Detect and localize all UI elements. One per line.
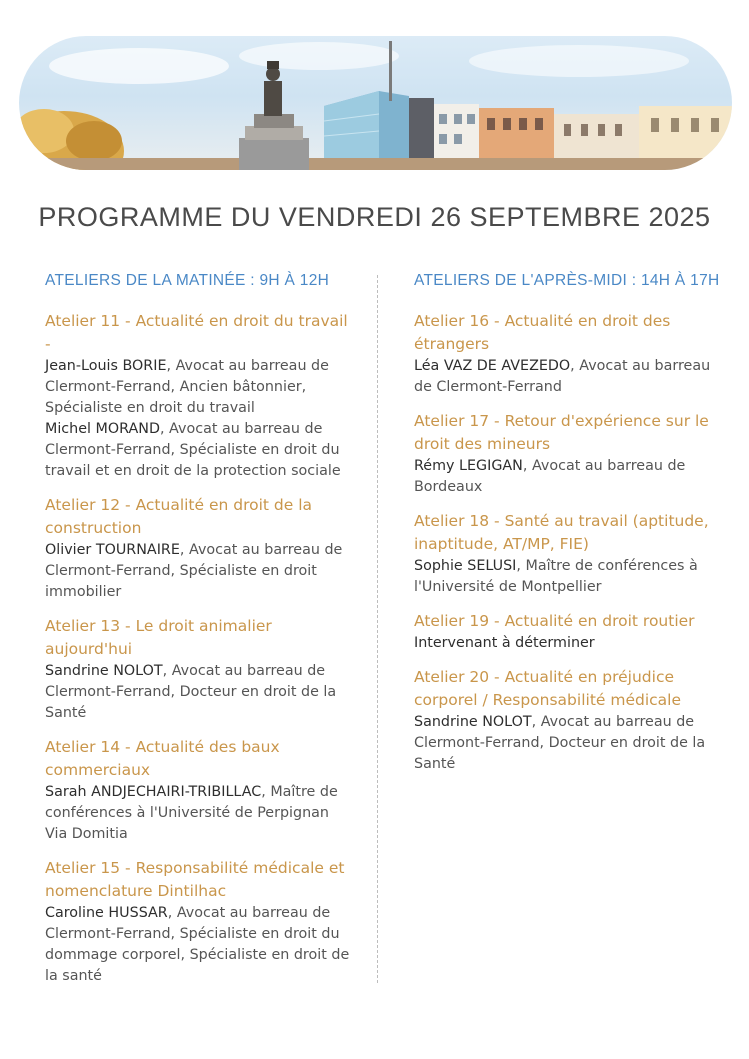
atelier-18 bbox=[414, 510, 724, 598]
speaker-desc: , Maître de conférences à l'Université de Perpignan Via Domitia bbox=[45, 784, 338, 842]
speaker bbox=[45, 540, 350, 603]
speaker bbox=[45, 661, 350, 724]
atelier-16 bbox=[414, 310, 724, 398]
speaker-desc: , Avocat au barreau de Clermont-Ferrand, Spécialiste en droit du dommage corporel, Spécialiste en droit de la santé bbox=[45, 905, 350, 984]
speaker bbox=[414, 712, 724, 775]
speaker-name: Léa VAZ DE AVEZEDO bbox=[414, 358, 571, 374]
speaker-name: Sandrine NOLOT bbox=[414, 714, 532, 730]
atelier-19 bbox=[414, 610, 724, 654]
speaker-name: Caroline HUSSAR bbox=[45, 905, 168, 921]
banner-image bbox=[19, 36, 732, 170]
speaker bbox=[414, 356, 724, 398]
afternoon-column bbox=[414, 272, 724, 787]
speaker-name: Michel MORAND bbox=[45, 421, 160, 437]
page-title: PROGRAMME DU VENDREDI 26 SEPTEMBRE 2025 bbox=[38, 202, 711, 232]
speaker-name: Sandrine NOLOT bbox=[45, 663, 163, 679]
atelier-12 bbox=[45, 494, 350, 603]
atelier-15 bbox=[45, 857, 350, 987]
speaker-desc: , Avocat au barreau de Clermont-Ferrand, Spécialiste en droit du travail et en droit de la protection sociale bbox=[45, 421, 341, 479]
atelier-title: Atelier 20 - Actualité en préjudice corporel / Responsabilité médicale bbox=[414, 668, 681, 709]
speaker-desc: , Avocat au barreau de Clermont-Ferrand, Spécialiste en droit immobilier bbox=[45, 542, 343, 600]
column-divider bbox=[377, 275, 378, 983]
atelier-17 bbox=[414, 410, 724, 498]
atelier-title: Atelier 13 - Le droit animalier aujourd'hui bbox=[45, 617, 272, 658]
morning-heading: ATELIERS DE LA MATINÉE : 9H À 12H bbox=[45, 272, 330, 289]
speaker-desc: , Avocat au barreau de Clermont-Ferrand, Docteur en droit de la Santé bbox=[414, 714, 706, 772]
speaker bbox=[414, 456, 724, 498]
atelier-20 bbox=[414, 666, 724, 775]
speaker-desc: , Avocat au barreau de Clermont-Ferrand, Ancien bâtonnier, Spécialiste en droit du travail bbox=[45, 358, 329, 416]
atelier-title: Atelier 14 - Actualité des baux commerciaux bbox=[45, 738, 280, 779]
morning-column bbox=[45, 272, 350, 999]
speaker-name: Sarah ANDJECHAIRI-TRIBILLAC bbox=[45, 784, 262, 800]
speaker bbox=[45, 419, 350, 482]
atelier-title: Atelier 16 - Actualité en droit des étrangers bbox=[414, 312, 671, 353]
speaker-name: Sophie SELUSI bbox=[414, 558, 517, 574]
speaker-name: Jean-Louis BORIE bbox=[45, 358, 167, 374]
speaker-desc: , Avocat au barreau de Clermont-Ferrand bbox=[414, 358, 711, 395]
atelier-13 bbox=[45, 615, 350, 724]
atelier-title: Atelier 12 - Actualité en droit de la construction bbox=[45, 496, 313, 537]
speaker-name: Rémy LEGIGAN bbox=[414, 458, 523, 474]
speaker-name: Olivier TOURNAIRE bbox=[45, 542, 180, 558]
speaker-desc: , Maître de conférences à l'Université de Montpellier bbox=[414, 558, 698, 595]
speaker bbox=[45, 782, 350, 845]
atelier-title: Atelier 17 - Retour d'expérience sur le droit des mineurs bbox=[414, 412, 709, 453]
atelier-title: Atelier 11 - Actualité en droit du travail - bbox=[45, 312, 348, 353]
atelier-11 bbox=[45, 310, 350, 482]
afternoon-heading: ATELIERS DE L'APRÈS-MIDI : 14H À 17H bbox=[414, 272, 720, 289]
speaker bbox=[414, 556, 724, 598]
speaker-desc: , Avocat au barreau de Bordeaux bbox=[414, 458, 686, 495]
speaker-desc: , Avocat au barreau de Clermont-Ferrand, Docteur en droit de la Santé bbox=[45, 663, 337, 721]
atelier-14 bbox=[45, 736, 350, 845]
speaker-name: Intervenant à déterminer bbox=[414, 635, 595, 651]
atelier-title: Atelier 18 - Santé au travail (aptitude, inaptitude, AT/MP, FIE) bbox=[414, 512, 709, 553]
speaker bbox=[45, 903, 350, 987]
atelier-title: Atelier 19 - Actualité en droit routier bbox=[414, 612, 695, 630]
speaker bbox=[45, 356, 350, 419]
atelier-title: Atelier 15 - Responsabilité médicale et nomenclature Dintilhac bbox=[45, 859, 345, 900]
speaker bbox=[414, 633, 724, 654]
